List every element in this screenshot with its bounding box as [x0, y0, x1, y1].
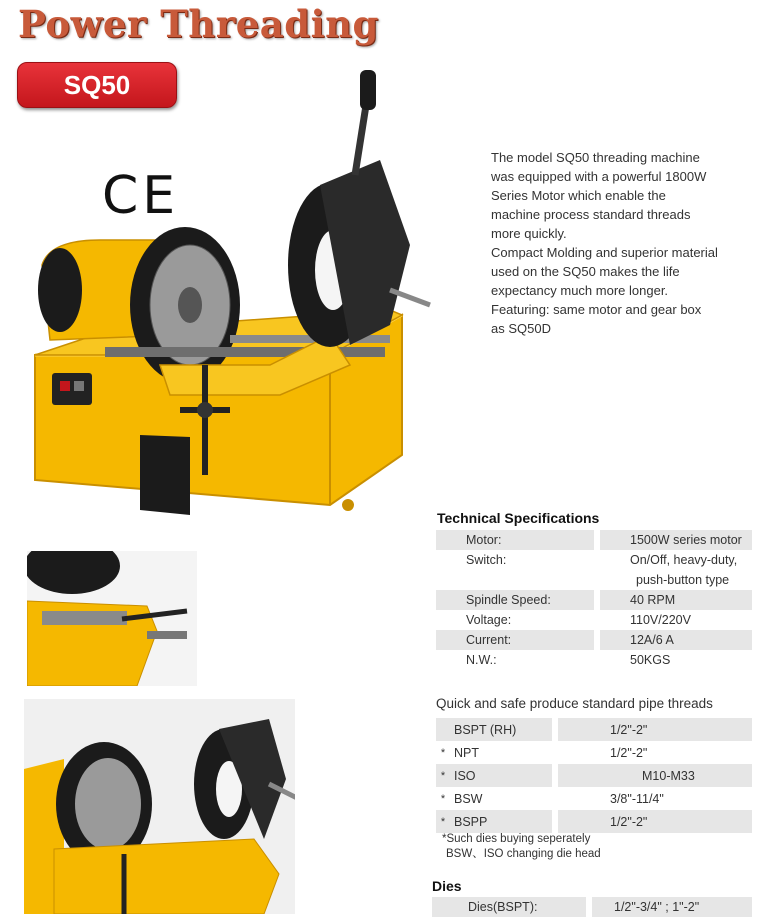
threads-table — [436, 718, 752, 833]
page-title: Power Threading — [18, 2, 379, 46]
thread-label: BSW — [454, 791, 483, 806]
description-line: The model SQ50 threading machine — [491, 150, 700, 165]
spec-value: On/Off, heavy-duty, — [630, 553, 738, 567]
optional-marker: * — [440, 792, 446, 805]
spec-value: 1500W series motor — [600, 530, 752, 550]
optional-marker — [436, 718, 450, 741]
carriage-detail-photo — [27, 551, 197, 686]
spec-label: Current: — [436, 630, 594, 650]
optional-marker: * — [436, 810, 450, 833]
thread-label: BSPT (RH) — [450, 718, 552, 741]
table-row — [436, 764, 752, 787]
spec-label: Voltage: — [466, 613, 512, 627]
optional-marker: * — [440, 746, 446, 759]
table-row — [436, 810, 752, 833]
spec-value: 40 RPM — [600, 590, 752, 610]
spec-value: 12A/6 A — [600, 630, 752, 650]
thread-label: BSPP — [450, 810, 552, 833]
thread-range: 1/2"-2" — [610, 745, 648, 760]
table-row — [436, 630, 752, 650]
spec-value: 50KGS — [630, 653, 671, 667]
spec-heading: Technical Specifications — [437, 510, 600, 526]
diehead-detail-photo — [24, 699, 295, 914]
description-line: was equipped with a powerful 1800W — [491, 169, 707, 184]
table-row — [436, 530, 752, 550]
description-line: used on the SQ50 makes the life — [491, 264, 680, 279]
description-line: machine process standard threads — [491, 207, 691, 222]
thread-range: M10-M33 — [558, 764, 752, 787]
table-row — [436, 718, 752, 741]
product-description — [491, 148, 753, 338]
threads-heading: Quick and safe produce standard pipe threads — [436, 696, 713, 711]
dies-table — [432, 897, 752, 917]
table-row — [436, 570, 752, 590]
dies-heading: Dies — [432, 878, 462, 894]
thread-label: ISO — [450, 764, 552, 787]
table-row — [436, 550, 752, 570]
table-row — [432, 897, 752, 917]
note-line: BSW、ISO changing die head — [446, 848, 601, 860]
threading-machine-image — [30, 65, 440, 525]
carriage-detail-image — [27, 551, 197, 686]
table-row — [436, 787, 752, 810]
note-line: *Such dies buying seperately — [442, 833, 591, 845]
table-row — [436, 590, 752, 610]
description-line: Featuring: same motor and gear box — [491, 302, 702, 317]
description-line: more quickly. — [491, 226, 567, 241]
table-row — [436, 741, 752, 764]
dies-label: Dies(BSPT): — [432, 897, 586, 917]
spec-table — [436, 530, 752, 670]
ce-mark-icon: CE — [102, 166, 180, 226]
diehead-detail-image — [24, 699, 295, 914]
description-line: as SQ50D — [491, 321, 551, 336]
dies-value: 1/2"-3/4" ; 1"-2" — [592, 897, 752, 917]
spec-value: 110V/220V — [630, 613, 691, 627]
description-line: Series Motor which enable the — [491, 188, 666, 203]
spec-value-continued: push-button type — [636, 573, 730, 587]
spec-label: N.W.: — [466, 653, 497, 667]
table-row — [436, 650, 752, 670]
spec-label: Motor: — [436, 530, 594, 550]
thread-range: 1/2"-2" — [558, 810, 752, 833]
description-line: expectancy much more longer. — [491, 283, 669, 298]
thread-range: 1/2"-2" — [558, 718, 752, 741]
optional-marker: * — [436, 764, 450, 787]
model-badge: SQ50 — [17, 62, 177, 108]
table-row — [436, 610, 752, 630]
description-line: Compact Molding and superior material — [491, 245, 718, 260]
thread-range: 3/8"-11/4" — [610, 791, 664, 806]
thread-label: NPT — [454, 745, 479, 760]
spec-label: Switch: — [466, 553, 507, 567]
dies-note — [442, 832, 601, 862]
spec-label: Spindle Speed: — [436, 590, 594, 610]
